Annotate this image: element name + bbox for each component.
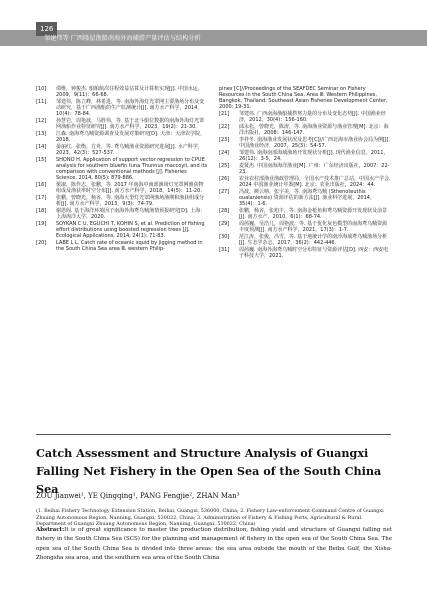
references-right-list — [219, 111, 391, 259]
reference-item — [219, 234, 391, 246]
reference-text: 范江涛，张俊，冯雪，等. 基于地统计学的南沙海域鸢乌贼渔场分析[J]. 生态学杂志，2017，36(2)：442-446. — [239, 234, 388, 247]
reference-text: 江森. 南海鸢乌贼资源调查及发展对策研究[D]. 天津：天津农学院，2018. — [56, 131, 206, 144]
reference-text: 栗淑，陈作志，张鹏，等. 2017 年南海中南部渔场灯光罩网渔获物组成及渔获率时空分布[J]. 南方水产科学，2018，14(5)：11-20. — [56, 182, 204, 195]
reference-item — [36, 240, 208, 252]
reference-number: [30] — [219, 234, 230, 241]
reference-item — [36, 157, 208, 181]
reference-number: [17] — [36, 195, 47, 202]
reference-item — [36, 195, 208, 207]
reference-number: [24] — [219, 150, 230, 157]
reference-item — [219, 208, 391, 220]
reference-text: 谭维，钟俊杰. 船舶航次往程效益估算及计算机实现[J]. 中国水运，2009，9(11)：66-68. — [56, 86, 203, 99]
reference-text: 谢恩阁. 基于海洋环境因子南海外海鸢乌贼渔情预报研究[D]. 上海：上海海洋大学，2020. — [56, 208, 206, 221]
reference-text: LABE L L. Catch rate of oceanic squid by jigging method in the South China Sea area Ⅲ, western Philip- — [56, 240, 203, 253]
reference-number: [12] — [36, 118, 47, 125]
reference-item — [219, 176, 391, 188]
reference-item — [219, 163, 391, 175]
article-authors: ZOU Jianwei¹, YE Qingqing¹, PANG Fengjie², ZHAN Man³ — [36, 492, 240, 500]
reference-text: 邹建伟. 南海南部海域渔场开发现状分析[J]. 现代渔业信息，2011，26(12)：3-5，24. — [239, 150, 389, 163]
reference-number: [10] — [36, 86, 47, 92]
reference-number: [29] — [219, 221, 230, 228]
reference-text: 邱永松，曾晓光，陈涛，等. 南海渔业资源与渔业管理[M]. 北京：海洋出版社，2008：146-147. — [239, 124, 389, 137]
reference-item — [36, 99, 208, 117]
reference-item — [36, 221, 208, 239]
reference-text: SHONO H. Application of support vector regression to CPUE analysis for southern bluefin tuna Thunnus maccoyii, and its comparison with conventional methods [J]. Fisheries Science, 2014, 80(5): 879-886. — [56, 157, 208, 182]
reference-item — [219, 247, 391, 259]
reference-text: 李祥冬. 南海渔业发展状况及思考[C]//广西北海市渔业协会局为例[J]. 中国渔业经济，2007，25(3)：54-57. — [239, 137, 390, 150]
reference-number: [16] — [36, 182, 47, 189]
reference-item — [219, 137, 391, 149]
abstract-label: Abstract: — [36, 527, 65, 533]
reference-number: [21] — [219, 111, 230, 118]
reference-item — [219, 189, 391, 207]
references-right-column — [219, 86, 391, 260]
reference-text: 周茜巍，吴浩儿，周艳波，等. 基于优化灰色模型的南海鸢乌贼资源丰度预测[J]. 南方水产科学，2021，17(3)：1-7. — [239, 221, 388, 234]
reference-item — [219, 124, 391, 136]
reference-continuation: pines [C]//Proceedings of the SEAFDEC Seminar on Fishery Resources in the South China Sea, Area Ⅲ: Western Philippines, Bangkok, Thailand: Southeast Asian Fisheries Development Center, 2000: 19-31. — [219, 86, 388, 111]
reference-number: [18] — [36, 208, 47, 215]
reference-text: SOYKAN C U, EGUCHI T, KOHIN S, et al. Prediction of fishing effort distributions using boosted regression trees [J]. Ecological Applications, 2014, 24(1): 71-83. — [56, 221, 205, 240]
reference-number: [26] — [219, 176, 230, 183]
article-title: Catch Assessment and Structure Analysis of Guangxi Falling Net Fishery in the Open Sea of the South China Sea — [36, 446, 382, 496]
page-number: 126 — [36, 22, 57, 36]
reference-text: 孙慧岩，周艳波，马胜伟，等. 基于北斗船位数据的南海外海灯光罩网渔船作业特征研究[J]. 南方水产科学，2023，19(2)：21-30. — [56, 118, 205, 131]
reference-text: 张鹏，杨吝，张旭丰，等. 南海金枪鱼和鸢乌贼资源开发现状及前景[J]. 南方水产，2010，6(1)：68-74. — [239, 208, 388, 221]
reference-text: 邹建伟，陈立峰，林希进，等. 南海外海灯光罩网主要渔场分布及变动研究，基于广西渔船的生产监测统计[J]. 南方水产科学，2014，10(4)：78-84. — [56, 98, 205, 118]
reference-text: 农业农村部渔业渔政管理局，全国水产技术推广总站，中国水产学会. 2024 中国渔业统计年鉴[M]. 北京：农业出版社，2024：44. — [239, 176, 391, 189]
reference-item — [219, 111, 391, 123]
author-affiliations: (1. Beihai Fishery Technology Extension Station, Beihai, Guangxi, 536000, China; 2. Fishery Law-enforcement Command Centre of Guangxi Zhuang Autonomous Region, Nanning, Guangxi, 530022, China; 3. Administration of Fishery & Fishing Ports, Agricultural & Rural Department of Guangxi Zhuang Autonomous Region, Nanning, Guangxi, 530022, China) — [36, 508, 384, 528]
reference-item — [36, 86, 208, 98]
reference-item — [36, 208, 208, 220]
reference-text: 晏丽红，张衡，方舟，等. 鸢乌贼渔业资源研究进展[J]. 水产科学，2023，42(3)：527-537. — [56, 144, 203, 157]
references-left-column — [36, 86, 208, 253]
reference-number: [15] — [36, 157, 47, 164]
reference-number: [20] — [36, 240, 47, 247]
reference-item — [36, 118, 208, 130]
reference-text: 麦贤杰. 中国南海海洋渔业[M]. 广州：广东经济出版社，2007：22-23. — [239, 163, 390, 176]
abstract-text: It is of great significance to master the production distribution, fishing yield and structure of Guangxi falling net fishery in the South China Sea (SCS) for the planning and management of fishery in the open sea of the South China Sea. The open sea of the South China Sea is divided into three areas: the sea area outside the mouth of the Beibu Gulf, the Xisha-Zhongsha sea area, and the southern sea area of the South China — [36, 527, 392, 561]
reference-number: [13] — [36, 131, 47, 138]
reference-item — [36, 131, 208, 143]
reference-number: [11] — [36, 98, 47, 105]
abstract — [36, 526, 392, 563]
reference-number: [28] — [219, 208, 230, 215]
reference-item — [219, 150, 391, 162]
reference-number: [25] — [219, 163, 230, 170]
reference-number: [31] — [219, 247, 230, 254]
reference-text: 邹建伟. 广西南海渔船捕捞努力量的分布及变化态势[J]. 中国渔业经济，2012，30(4)：156-160. — [239, 111, 386, 124]
reference-number: [27] — [219, 189, 230, 196]
section-divider — [36, 434, 391, 435]
reference-text: 周茜巍. 南海外海鸢乌贼时空分布特征与资源评估[D]. 西安：西安电子科技大学，2021. — [239, 247, 389, 260]
reference-number: [23] — [219, 137, 230, 144]
reference-text: 张鹏，曾晓光，杨吝，等. 南海大型灯光罩网渔场渔期和渔获组成分析[J]. 南方水产科学，2013，9(3)：74-79. — [56, 195, 205, 208]
reference-text: 冯波，颜云榕，张宇美，等. 南海鸢乌贼 (Sthenoteuthis oualaniensis) 资源评估的新方法[J]. 渔业科学进展，2014，35(4)：1-6. — [239, 189, 375, 208]
reference-item — [219, 221, 391, 233]
reference-number: [22] — [219, 124, 230, 131]
reference-number: [14] — [36, 144, 47, 151]
reference-item — [36, 144, 208, 156]
running-title: 邹建伟等 广西隆屋渔船南海外海捕捞产量评估与结构分析 — [44, 35, 201, 42]
reference-number: [19] — [36, 221, 47, 228]
reference-item — [36, 182, 208, 194]
